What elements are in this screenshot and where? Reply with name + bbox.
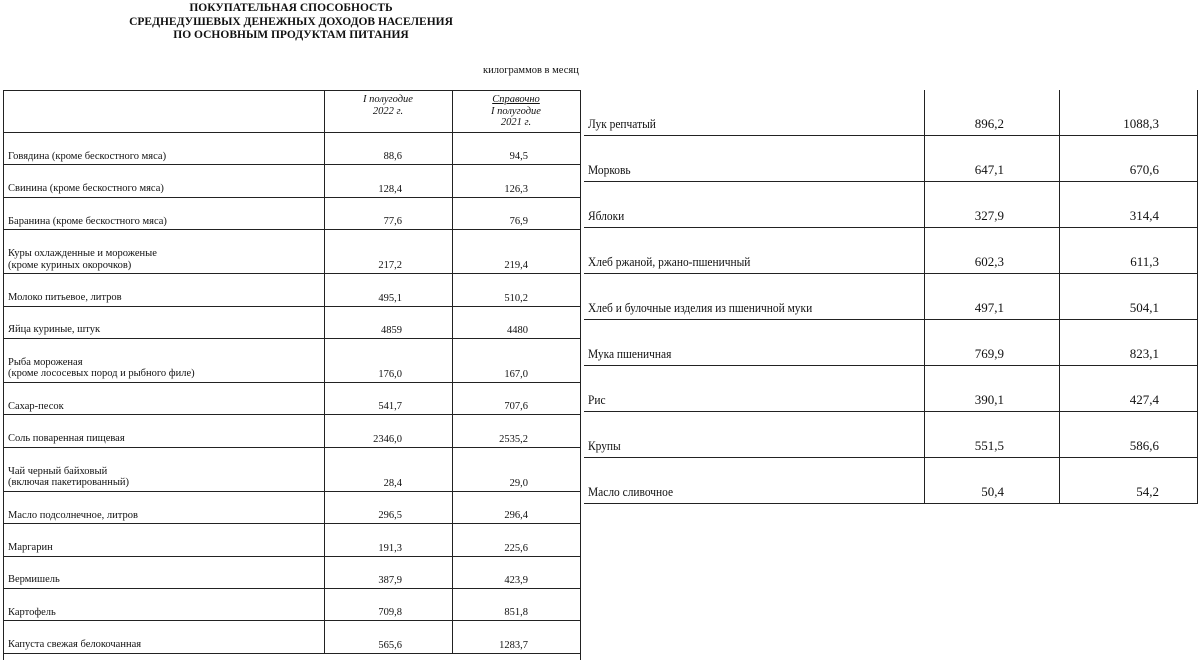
row-value-2021: 504,1 (1129, 300, 1159, 315)
title-line-2: СРЕДНЕДУШЕВЫХ ДЕНЕЖНЫХ ДОХОДОВ НАСЕЛЕНИЯ (129, 15, 453, 28)
row-value-2022: 327,9 (974, 208, 1004, 223)
row-value-2021: 314,4 (1129, 208, 1159, 223)
row-value-2022: 497,1 (974, 300, 1004, 315)
table-row (584, 136, 1197, 182)
row-name: Сахар-песок (8, 400, 64, 412)
table-row (584, 412, 1197, 458)
header-col-2021-line-2: I полугодие (491, 105, 541, 117)
row-value-2021: 823,1 (1129, 346, 1159, 361)
row-value-2021: 1088,3 (1123, 116, 1159, 131)
table-row (584, 90, 1197, 136)
header-col-2022 (324, 94, 452, 117)
table-row (584, 320, 1197, 366)
table-row (4, 133, 580, 165)
title-line-3: ПО ОСНОВНЫМ ПРОДУКТАМ ПИТАНИЯ (173, 29, 409, 41)
row-value-2022: 2346,0 (373, 433, 402, 445)
row-value-2021: 423,9 (504, 574, 528, 586)
header-col-2021-line-1: Справочно (492, 94, 540, 105)
row-name: Мука пшеничная (588, 346, 672, 361)
row-value-2022: 541,7 (378, 401, 402, 413)
row-value-2022: 495,1 (378, 292, 402, 304)
row-value-2021: 296,4 (504, 510, 528, 522)
row-value-2021: 670,6 (1129, 162, 1159, 177)
row-value-2021: 94,5 (509, 151, 528, 163)
row-value-2021: 219,4 (504, 260, 528, 272)
row-name: Куры охлажденные и мороженые (кроме куриных окорочков) (8, 248, 157, 271)
table-row (584, 182, 1197, 228)
table-row (4, 307, 580, 339)
right-table-body (584, 90, 1197, 504)
row-name: Говядина (кроме бескостного мяса) (8, 150, 167, 162)
row-name: Хлеб и булочные изделия из пшеничной муки (588, 300, 813, 315)
row-value-2021: 586,6 (1129, 438, 1159, 453)
table-row (4, 557, 580, 589)
table-row (4, 230, 580, 274)
table-row (4, 274, 580, 306)
table-row (4, 383, 580, 415)
row-value-2022: 128,4 (378, 183, 402, 195)
row-name: Вермишель (8, 574, 60, 586)
row-value-2022: 4859 (381, 324, 402, 336)
table-row (4, 339, 580, 383)
table-row (4, 198, 580, 230)
row-value-2021: 54,2 (1136, 484, 1159, 499)
row-value-2021: 611,3 (1130, 254, 1159, 269)
row-value-2021: 427,4 (1129, 392, 1159, 407)
row-value-2022: 602,3 (974, 254, 1004, 269)
row-name: Баранина (кроме бескостного мяса) (8, 215, 167, 227)
right-table (584, 90, 1198, 504)
row-value-2021: 1283,7 (499, 639, 528, 651)
row-value-2021: 707,6 (504, 401, 528, 413)
left-table-body (4, 133, 580, 654)
row-name: Масло сливочное (588, 484, 674, 499)
table-row (4, 621, 580, 653)
row-value-2022: 217,2 (378, 260, 402, 272)
unit-label: килограммов в месяц (483, 65, 579, 76)
row-value-2021: 126,3 (504, 183, 528, 195)
table-row (4, 589, 580, 621)
row-value-2021: 510,2 (504, 292, 528, 304)
header-col-2021 (452, 94, 580, 129)
header-col-2021-line-3: 2021 г. (500, 117, 532, 128)
row-name: Маргарин (8, 542, 53, 554)
row-name: Рис (588, 392, 606, 407)
row-value-2022: 296,5 (378, 510, 402, 522)
document-title (0, 2, 582, 43)
table-row (4, 524, 580, 556)
row-value-2022: 709,8 (378, 607, 402, 619)
table-row (4, 492, 580, 524)
row-value-2021: 2535,2 (499, 433, 528, 445)
row-name: Морковь (588, 162, 631, 177)
table-row (584, 274, 1197, 320)
table-row (584, 366, 1197, 412)
header-col-2022-line-1: I полугодие (363, 94, 413, 105)
row-value-2022: 28,4 (383, 477, 402, 489)
row-name: Яйца куриные, штук (8, 324, 101, 336)
row-name: Соль поваренная пищевая (8, 433, 125, 445)
row-value-2022: 769,9 (974, 346, 1004, 361)
row-name: Лук репчатый (588, 116, 656, 131)
row-value-2021: 225,6 (504, 542, 528, 554)
row-value-2021: 167,0 (504, 368, 528, 380)
row-value-2022: 896,2 (974, 116, 1004, 131)
row-value-2022: 77,6 (383, 216, 402, 228)
table-row (4, 415, 580, 447)
table-row (4, 165, 580, 197)
row-value-2022: 390,1 (974, 392, 1004, 407)
row-value-2022: 565,6 (378, 639, 402, 651)
table-row (584, 228, 1197, 274)
row-value-2022: 191,3 (378, 542, 402, 554)
left-table (3, 90, 581, 660)
row-value-2021: 29,0 (509, 477, 528, 489)
row-name: Крупы (588, 438, 621, 453)
row-name: Картофель (8, 606, 56, 618)
header-col-2022-line-2: 2022 г. (372, 105, 404, 117)
table-row (584, 458, 1197, 504)
row-value-2022: 176,0 (378, 368, 402, 380)
row-value-2022: 551,5 (974, 438, 1004, 453)
title-line-1: ПОКУПАТЕЛЬНАЯ СПОСОБНОСТЬ (189, 2, 393, 14)
row-value-2022: 647,1 (974, 162, 1004, 177)
row-name: Капуста свежая белокочанная (8, 639, 142, 651)
row-name: Молоко питьевое, литров (8, 292, 122, 304)
row-value-2022: 50,4 (981, 484, 1004, 499)
row-name: Чай черный байховый (включая пакетированный) (8, 465, 130, 489)
row-value-2022: 387,9 (378, 574, 402, 586)
row-name: Рыба мороженая (кроме лососевых пород и рыбного филе) (8, 356, 195, 380)
table-row (4, 448, 580, 492)
row-name: Масло подсолнечное, литров (8, 509, 138, 521)
table-header (4, 91, 580, 133)
row-name: Яблоки (588, 208, 625, 223)
row-value-2022: 88,6 (383, 151, 402, 163)
row-value-2021: 76,9 (509, 216, 528, 228)
row-name: Свинина (кроме бескостного мяса) (8, 183, 164, 195)
row-value-2021: 851,8 (504, 607, 528, 619)
row-value-2021: 4480 (507, 324, 528, 336)
row-name: Хлеб ржаной, ржано-пшеничный (588, 254, 751, 269)
